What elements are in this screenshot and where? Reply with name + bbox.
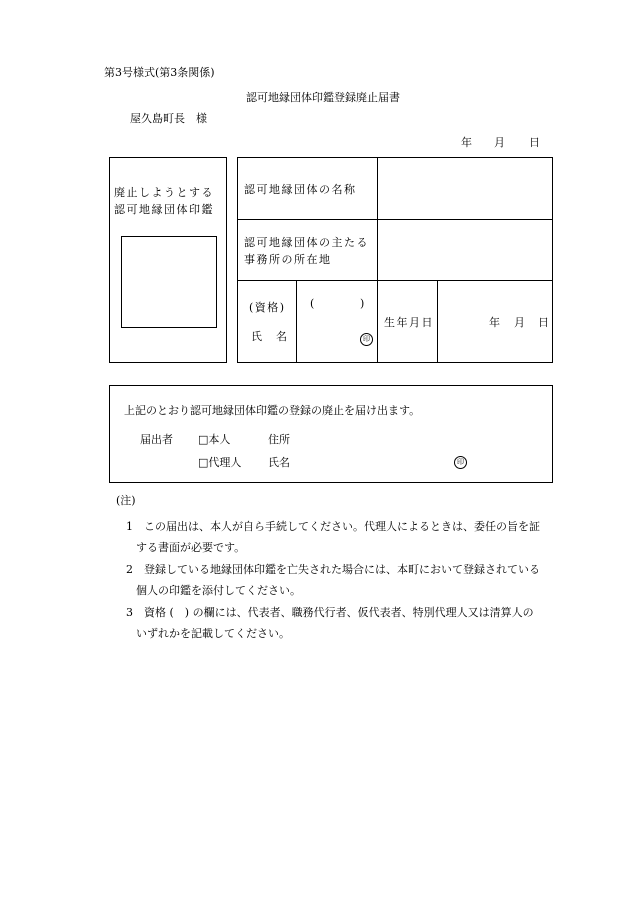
registration-table bbox=[237, 157, 553, 363]
seal-section-label bbox=[114, 184, 214, 218]
document-title: 認可地縁団体印鑑登録廃止届書 bbox=[246, 91, 400, 104]
seal-impression-area[interactable] bbox=[121, 236, 217, 328]
birth-year: 年 bbox=[489, 316, 502, 329]
birth-month: 月 bbox=[514, 316, 527, 329]
note-text-line1: 資格 ( ) の欄には、代表者、職務代行者、仮代表者、特別代理人又は清算人の bbox=[144, 606, 534, 619]
self-option-checkbox[interactable]: □本人 bbox=[198, 433, 231, 446]
note-text-line2: する書面が必要です。 bbox=[136, 541, 246, 554]
notice-section bbox=[109, 385, 553, 483]
note-number: 1 bbox=[126, 520, 133, 533]
submitter-label: 届出者 bbox=[140, 433, 173, 446]
qualification-paren-close: ) bbox=[360, 297, 366, 310]
date-line bbox=[461, 136, 540, 150]
note-text-line1: この届出は、本人が自ら手続してください。代理人によるときは、委任の旨を証 bbox=[144, 520, 540, 533]
org-name-label: 認可地縁団体の名称 bbox=[244, 183, 357, 196]
addressee: 屋久島町長 様 bbox=[130, 112, 207, 125]
notice-statement: 上記のとおり認可地縁団体印鑑の登録の廃止を届け出ます。 bbox=[124, 404, 421, 417]
birth-day: 日 bbox=[538, 316, 551, 329]
date-year: 年 bbox=[461, 136, 472, 149]
note-text-line2: いずれかを記載してください。 bbox=[136, 627, 290, 640]
note-number: 2 bbox=[126, 563, 133, 576]
agent-option-checkbox[interactable]: □代理人 bbox=[198, 456, 242, 469]
birthdate-label: 生年月日 bbox=[384, 316, 434, 329]
address-label: 住所 bbox=[268, 433, 290, 446]
note-number: 3 bbox=[126, 606, 133, 619]
qualification-label: (資格) bbox=[249, 301, 286, 314]
office-label-line1: 認可地縁団体の主たる bbox=[244, 236, 369, 249]
notes-title: (注) bbox=[116, 494, 136, 507]
note-text-line1: 登録している地縁団体印鑑を亡失された場合には、本町において登録されている bbox=[144, 563, 540, 576]
date-day: 日 bbox=[529, 136, 540, 149]
office-label-line2: 事務所の所在地 bbox=[244, 253, 332, 266]
seal-mark-icon: 印 bbox=[360, 333, 373, 346]
seal-label-line1: 廃止しようとする bbox=[114, 186, 214, 199]
name-label: 氏名 bbox=[268, 456, 290, 469]
date-month: 月 bbox=[494, 136, 505, 149]
name-label: 氏 名 bbox=[251, 330, 289, 343]
table-divider bbox=[437, 280, 438, 362]
table-divider bbox=[296, 280, 297, 362]
table-divider bbox=[238, 280, 552, 281]
table-divider bbox=[238, 219, 552, 220]
form-number: 第3号様式(第3条関係) bbox=[104, 66, 215, 79]
qualification-paren-open: ( bbox=[310, 297, 316, 310]
seal-label-line2: 認可地縁団体印鑑 bbox=[114, 203, 214, 216]
table-divider bbox=[377, 158, 378, 362]
seal-mark-icon: 印 bbox=[454, 456, 467, 469]
note-text-line2: 個人の印鑑を添付してください。 bbox=[136, 584, 301, 597]
seal-section bbox=[109, 157, 227, 363]
